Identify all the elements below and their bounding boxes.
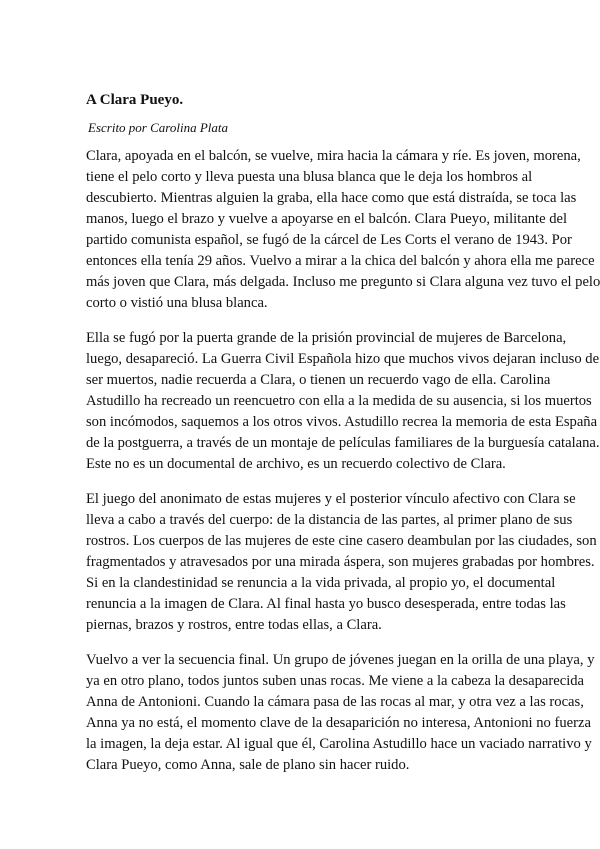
text-line: fragmentados y atravesados por una mirada áspera, son mujeres grabadas por hombres. (86, 554, 595, 570)
text-line: partido comunista español, se fugó de la cárcel de Les Corts el verano de 1943. Por (86, 232, 572, 248)
text-line: renuncia a la imagen de Clara. Al final hasta yo busco desesperada, entre todas las (86, 596, 566, 612)
text-line: Si en la clandestinidad se renuncia a la vida privada, al propio yo, el documental (86, 575, 556, 591)
text-line: Clara Pueyo, como Anna, sale de plano sin hacer ruido. (86, 757, 410, 773)
text-line: Vuelvo a ver la secuencia final. Un grupo de jóvenes juegan en la orilla de una playa, y (86, 652, 595, 668)
document-body (86, 146, 600, 776)
text-line: manos, luego el brazo y vuelve a apoyarse en el balcón. Clara Pueyo, militante del (86, 211, 568, 227)
paragraph (86, 328, 600, 475)
text-line: descubierto. Mientras alguien la graba, ella hace como que está distraída, se toca las (86, 190, 577, 206)
document-title: A Clara Pueyo. (86, 92, 184, 108)
text-line: de la postguerra, a través de un montaje de películas familiares de la burguesía catalana. (86, 435, 600, 451)
text-line: ser muertos, nadie recuerda a Clara, o tienen un recuerdo vago de ella. Carolina (86, 372, 551, 388)
text-line: luego, desapareció. La Guerra Civil Española hizo que muchos vivos dejaran incluso de (86, 351, 600, 367)
document-page (86, 91, 600, 790)
text-line: Este no es un documental de archivo, es un recuerdo colectivo de Clara. (86, 456, 506, 472)
text-line: piernas, brazos y rostros, entre todas ellas, a Clara. (86, 617, 382, 633)
text-line: corto o vistió una blusa blanca. (86, 295, 268, 311)
text-line: Astudillo ha recreado un reencuetro con ella a la medida de su ausencia, si los muertos (86, 393, 592, 409)
paragraph (86, 650, 595, 776)
text-line: la imagen, la deja estar. Al igual que él, Carolina Astudillo hace un vaciado narrativo y (86, 736, 592, 752)
text-line: rostros. Los cuerpos de las mujeres de este cine casero deambulan por las ciudades, son (86, 533, 597, 549)
text-line: Ella se fugó por la puerta grande de la prisión provincial de mujeres de Barcelona, (86, 330, 567, 346)
paragraph (86, 146, 600, 314)
text-line: tiene el pelo corto y lleva puesta una blusa blanca que le deja los hombros al (86, 169, 533, 185)
text-line: lleva a cabo a través del cuerpo: de la distancia de las partes, al primer plano de sus (86, 512, 573, 528)
text-line: Anna de Antonioni. Cuando la cámara pasa de las rocas al mar, y otra vez a las rocas, (86, 694, 584, 710)
text-line: ya en otro plano, todos juntos suben unas rocas. Me viene a la cabeza la desaparecida (86, 673, 585, 689)
text-line: más joven que Clara, más delgada. Incluso me pregunto si Clara alguna vez tuvo el pelo (86, 274, 600, 290)
text-line: entonces ella tenía 29 años. Vuelvo a mirar a la chica del balcón y ahora ella me parece (86, 253, 595, 269)
text-line: Clara, apoyada en el balcón, se vuelve, mira hacia la cámara y ríe. Es joven, morena, (86, 148, 581, 164)
author-byline: Escrito por Carolina Plata (88, 120, 228, 135)
text-line: El juego del anonimato de estas mujeres y el posterior vínculo afectivo con Clara se (86, 491, 576, 507)
text-line: son incómodos, saquemos a los otros vivos. Astudillo recrea la memoria de esta España (86, 414, 598, 430)
text-line: Anna ya no está, el momento clave de la desaparición no interesa, Antonioni no fuerza (86, 715, 591, 731)
paragraph (86, 489, 597, 636)
